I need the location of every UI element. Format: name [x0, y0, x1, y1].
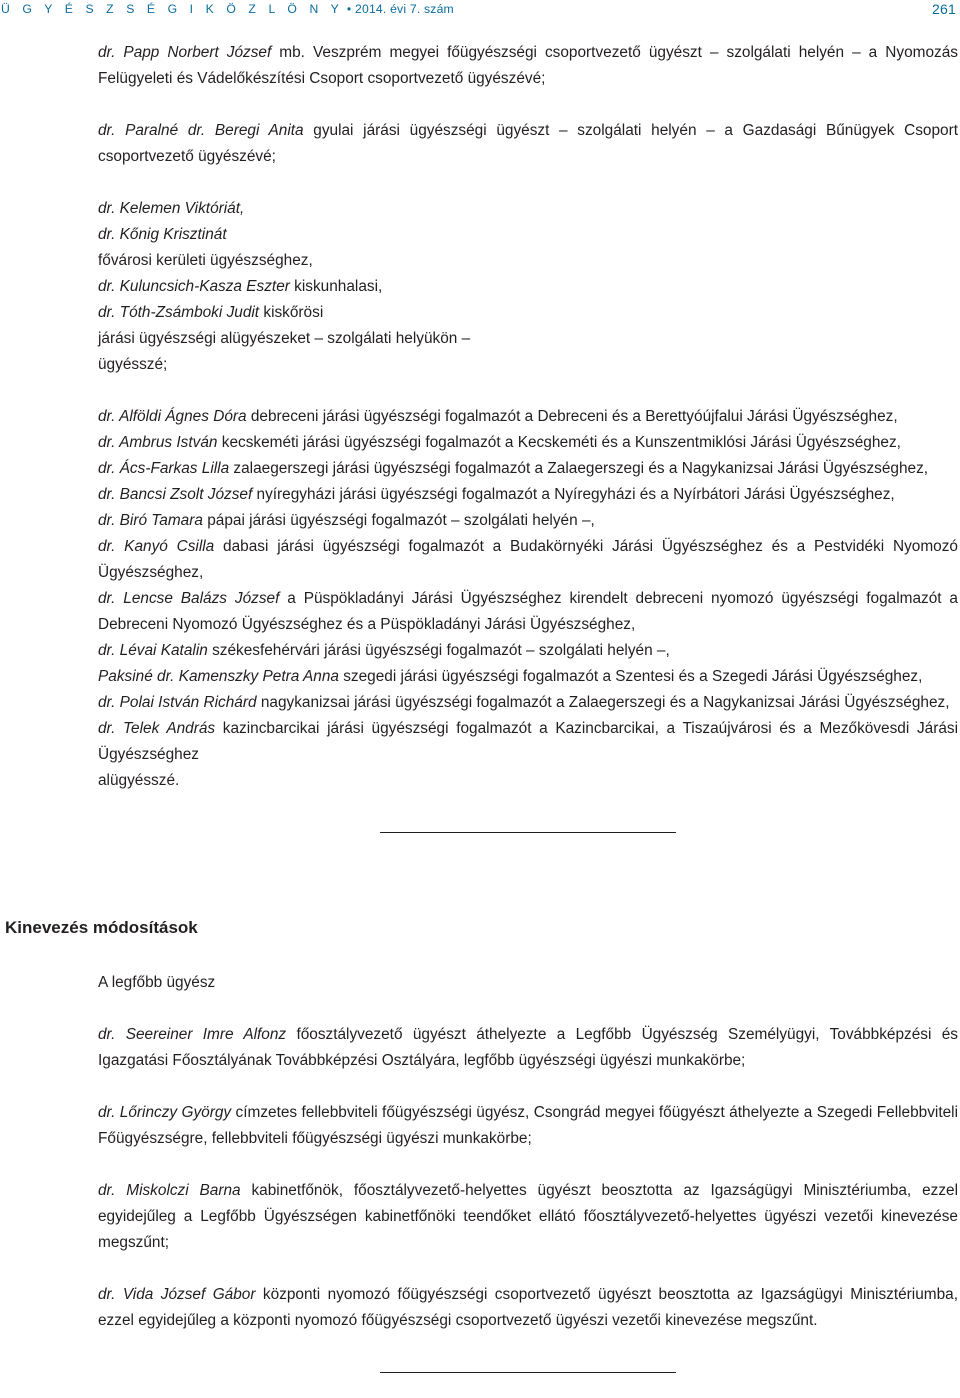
- running-header: Ü G Y É S Z S É G I K Ö Z L Ö N Y • 2014. évi 7. szám 261: [1, 1, 956, 17]
- person-name: dr. Biró Tamara: [98, 512, 203, 529]
- section-heading: Kinevezés módosítások: [5, 918, 198, 937]
- person-name: dr. Tóth-Zsámboki Judit: [98, 304, 260, 321]
- person-name: dr. Bancsi Zsolt József: [98, 486, 253, 503]
- list-item: dr. Lévai Katalin székesfehérvári járási ügyészségi fogalmazót – szolgálati helyén –,: [98, 642, 670, 659]
- person-name: Paksiné dr. Kamenszky Petra Anna: [98, 668, 339, 685]
- person-name: dr. Telek András: [98, 720, 216, 737]
- list-closing: alügyésszé.: [98, 772, 180, 789]
- person-name: dr. Paralné dr. Beregi Anita: [98, 122, 304, 139]
- page-body: [98, 40, 958, 833]
- person-name: dr. Vida József Gábor: [98, 1286, 256, 1303]
- list-item: dr. Kanyó Csilla dabasi járási ügyészségi fogalmazót a Budakörnyéki Járási Ügyészséghez és a Pestvidéki Nyomozó Ügyészséghez,: [98, 538, 958, 581]
- list-item: dr. Biró Tamara pápai járási ügyészségi fogalmazót – szolgálati helyén –,: [98, 512, 595, 529]
- appointment-list: [98, 404, 958, 794]
- list-item: dr. Ács-Farkas Lilla zalaegerszegi járási ügyészségi fogalmazót a Zalaegerszegi és a Nagykanizsai Járási Ügyészséghez,: [98, 460, 929, 477]
- list-item: dr. Lencse Balázs József a Püspökladányi Járási Ügyészséghez kirendelt debreceni nyomozó ügyészségi fogalmazót a Debreceni Nyomozó Ügyészséghez és a Püspökladányi Járási Ügyészséghez,: [98, 590, 958, 633]
- person-name: dr. Seereiner Imre Alfonz: [98, 1026, 287, 1043]
- journal-title: Ü G Y É S Z S É G I K Ö Z L Ö N Y: [1, 2, 344, 16]
- person-name: dr. Kanyó Csilla: [98, 538, 215, 555]
- page-number: 261: [932, 1, 956, 17]
- separator-rule: [380, 832, 676, 833]
- list-item: Paksiné dr. Kamenszky Petra Anna szegedi járási ügyészségi fogalmazót a Szentesi és a Szegedi Járási Ügyészséghez,: [98, 668, 923, 685]
- modification-paragraph: dr. Seereiner Imre Alfonz főosztályvezető ügyészt áthelyezte a Legfőbb Ügyészség Személyügyi, Továbbképzési és Igazgatási Főosztályának Továbbképzési Osztályára, legfőbb ügyészségi ügyészi munkakörbe;: [98, 1026, 959, 1069]
- modification-paragraph: dr. Miskolczi Barna kabinetfőnök, főosztályvezető-helyettes ügyészt beosztotta az Igazságügyi Minisztériumba, ezzel egyidejűleg a Legfőbb Ügyészségen kabinetfőnöki teendőket ellátó főosztályvezető-helyettes ügyészi vezetői kinevezése megszűnt;: [98, 1182, 958, 1251]
- person-name: dr. Lőrinczy György: [98, 1104, 232, 1121]
- person-name: dr. Miskolczi Barna: [98, 1182, 241, 1199]
- person-name: dr. Ács-Farkas Lilla: [98, 460, 230, 477]
- person-name: dr. Alföldi Ágnes Dóra: [98, 408, 247, 425]
- section-subheading: A legfőbb ügyész: [98, 974, 216, 991]
- person-name: dr. Kelemen Viktóriát,: [98, 200, 245, 217]
- person-name: dr. Kuluncsich-Kasza Eszter: [98, 278, 290, 295]
- person-name: dr. Ambrus István: [98, 434, 218, 451]
- modification-paragraph: dr. Vida József Gábor központi nyomozó főügyészségi csoportvezető ügyészt beosztotta az Igazságügyi Minisztériumba, ezzel egyidejűleg a központi nyomozó főügyészségi csoportvezető ügyészi vezetői kinevezése megszűnt.: [98, 1286, 958, 1329]
- list-item: dr. Polai István Richárd nagykanizsai járási ügyészségi fogalmazót a Zalaegerszegi és a Nagykanizsai Járási Ügyészséghez,: [98, 694, 950, 711]
- list-item: dr. Bancsi Zsolt József nyíregyházi járási ügyészségi fogalmazót a Nyíregyházi és a Nyírbátori Járási Ügyészséghez,: [98, 486, 895, 503]
- list-item: dr. Ambrus István kecskeméti járási ügyészségi fogalmazót a Kecskeméti és a Kunszentmiklósi Járási Ügyészséghez,: [98, 434, 901, 451]
- appointment-paragraph: dr. Paralné dr. Beregi Anita gyulai járási ügyészségi ügyészt – szolgálati helyén – a Gazdasági Bűnügyek Csoport csoportvezető ügyészévé;: [98, 122, 958, 165]
- list-item: dr. Alföldi Ágnes Dóra debreceni járási ügyészségi fogalmazót a Debreceni és a Berettyóújfalui Járási Ügyészséghez,: [98, 408, 898, 425]
- person-name: dr. Lencse Balázs József: [98, 590, 280, 607]
- issue-label: 2014. évi 7. szám: [354, 2, 454, 16]
- person-name: dr. Papp Norbert József: [98, 44, 272, 61]
- appointment-group: dr. Kelemen Viktóriát, dr. Kőnig Krisztinát fővárosi kerületi ügyészséghez, dr. Kuluncsich-Kasza Eszter kiskunhalasi, dr. Tóth-Zsámboki Judit kiskőrösi járási ügyészségi alügyészeket – szolgálati helyükön – ügyésszé;: [98, 200, 471, 373]
- person-name: dr. Lévai Katalin: [98, 642, 208, 659]
- section-body: [98, 970, 958, 1373]
- appointment-paragraph: dr. Papp Norbert József mb. Veszprém megyei főügyészségi csoportvezető ügyészt – szolgálati helyén – a Nyomozás Felügyeleti és Vádelőkészítési Csoport csoportvezető ügyészévé;: [98, 44, 958, 87]
- modification-paragraph: dr. Lőrinczy György címzetes fellebbviteli főügyészségi ügyész, Csongrád megyei főügyészt áthelyezte a Szegedi Fellebbviteli Főügyészségre, fellebbviteli főügyészségi ügyészi munkakörbe;: [98, 1104, 958, 1147]
- person-name: dr. Kőnig Krisztinát: [98, 226, 227, 243]
- list-item: dr. Telek András kazincbarcikai járási ügyészségi fogalmazót a Kazincbarcikai, a Tiszaújvárosi és a Mezőkövesdi Járási Ügyészséghez: [98, 720, 959, 763]
- person-name: dr. Polai István Richárd: [98, 694, 257, 711]
- separator-rule: [380, 1372, 676, 1373]
